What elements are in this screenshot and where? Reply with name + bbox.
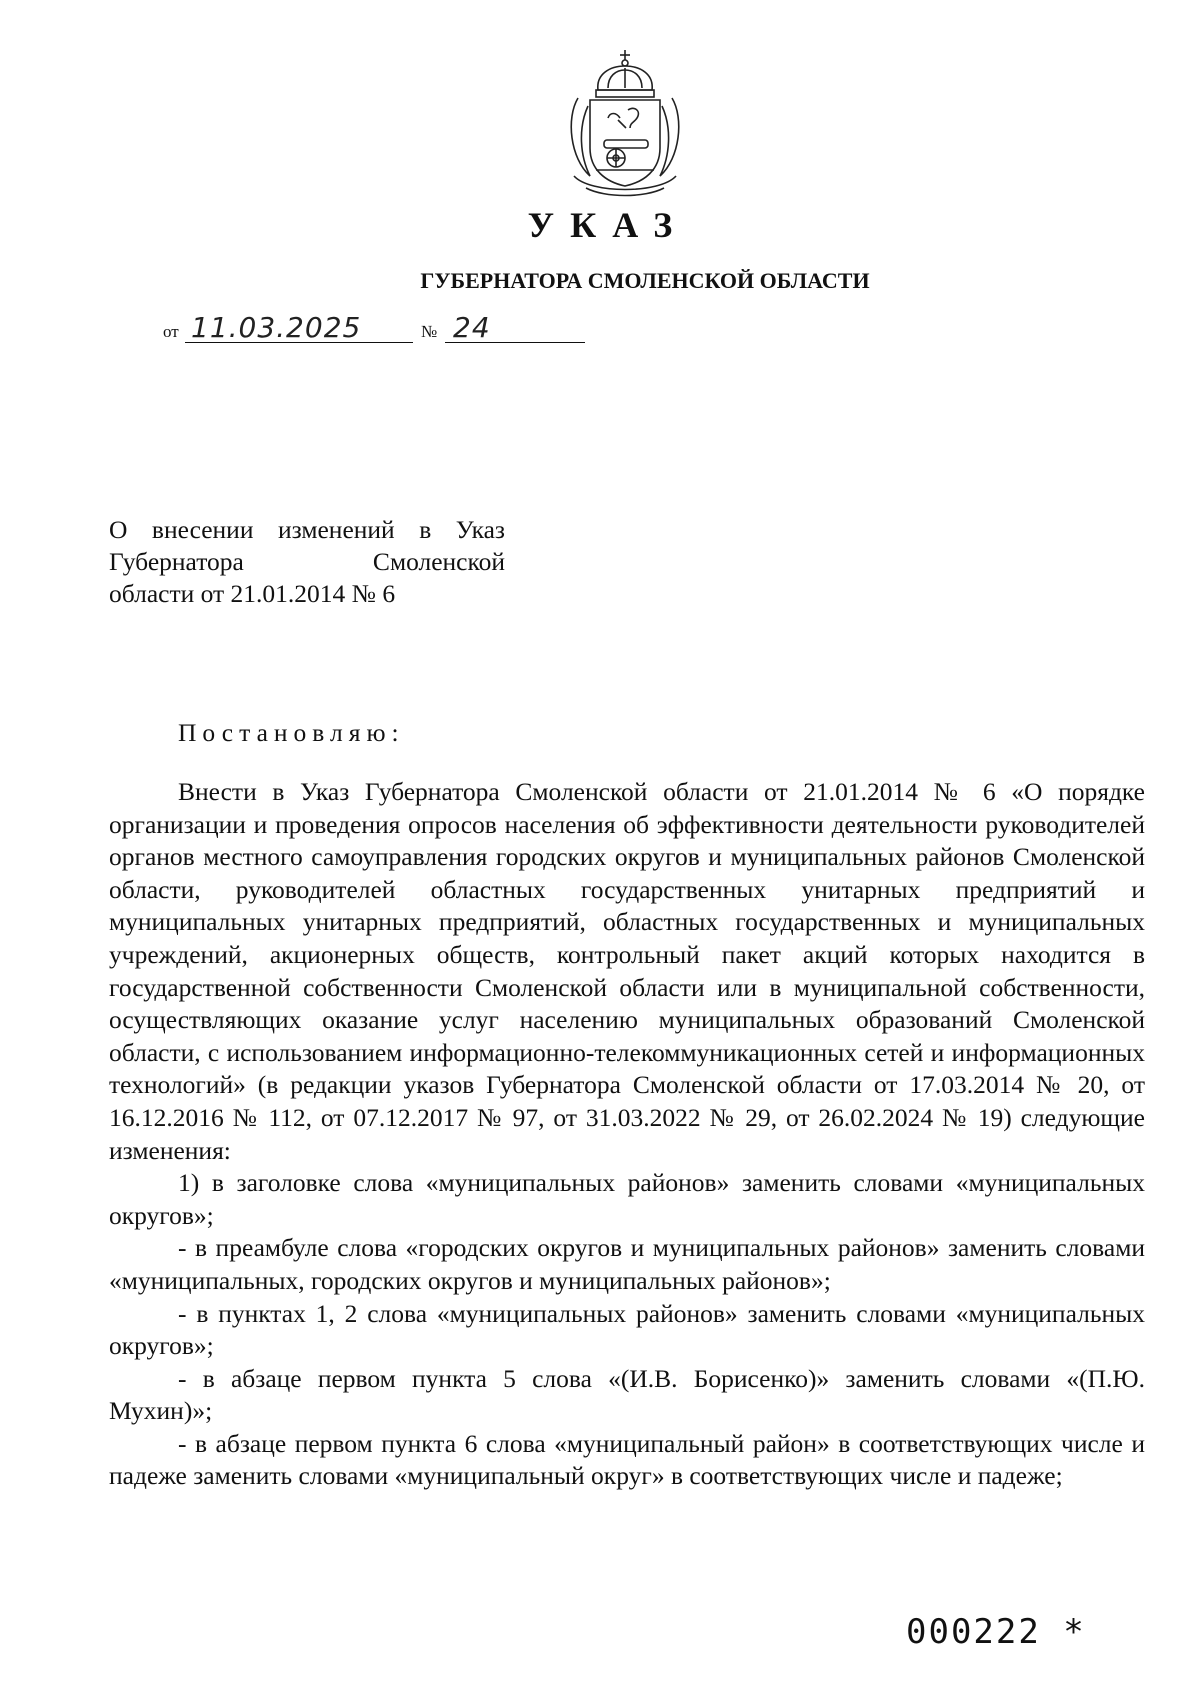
body-paragraph: - в абзаце первом пункта 5 слова «(И.В. Борисенко)» заменить словами «(П.Ю. Мухин)»; (109, 1363, 1145, 1426)
body-paragraph: Внести в Указ Губернатора Смоленской области от 21.01.2014 № 6 «О порядке организации и проведения опросов населения об эффективности деятельности руководителей органов местного самоуправления городских округов и муниципальных районов Смоленской области, руководителей областных государственных унитарных предприятий и муниципальных унитарных предприятий, областных государственных и муниципальных учреждений, акционерных обществ, контрольный пакет акций которых находится в государственной собственности Смоленской области или в муниципальной собственности, осуществляющих оказание услуг населению муниципальных образований Смоленской области, с использованием информационно-телекоммуникационных сетей и информационных технологий» (в редакции указов Губернатора Смоленской области от 17.03.2014 № 20, от 16.12.2016 № 112, от 07.12.2017 № 97, от 31.03.2022 № 29, от 26.02.2024 № 19) следующие изменения: (109, 777, 1145, 1165)
body-paragraph: - в преамбуле слова «городских округов и муниципальных районов» заменить словами «муниципальных, городских округов и муниципальных районов»; (109, 1233, 1145, 1295)
body-paragraph: - в абзаце первом пункта 6 слова «муниципальный район» в соответствующих числе и падеже заменить словами «муниципальный округ» в соответствующих числе и падеже; (109, 1428, 1145, 1491)
handwritten-date: 11.03.2025 (191, 311, 362, 344)
number-label: № (421, 322, 438, 341)
sheet-serial-number: 000222 * (906, 1612, 1086, 1652)
issuer-subtitle: ГУБЕРНАТОРА СМОЛЕНСКОЙ ОБЛАСТИ (420, 268, 870, 293)
handwritten-number: 24 (453, 311, 491, 344)
date-number-line (163, 306, 603, 346)
subject-line: области от 21.01.2014 № 6 (109, 579, 396, 608)
document-body (109, 776, 1145, 1493)
document-subject (109, 514, 505, 610)
date-label: от (163, 322, 179, 341)
decree-word: Постановляю: (178, 718, 405, 747)
subject-line: О внесении изменений в Указ (109, 515, 505, 544)
body-paragraph: 1) в заголовке слова «муниципальных районов» заменить словами «муниципальных округов»; (109, 1168, 1145, 1230)
body-paragraph: - в пунктах 1, 2 слова «муниципальных районов» заменить словами «муниципальных округов»; (109, 1298, 1145, 1361)
coat-of-arms-emblem (560, 48, 690, 198)
document-title: УКАЗ (527, 205, 689, 245)
subject-line: Губернатора Смоленской (109, 547, 505, 576)
